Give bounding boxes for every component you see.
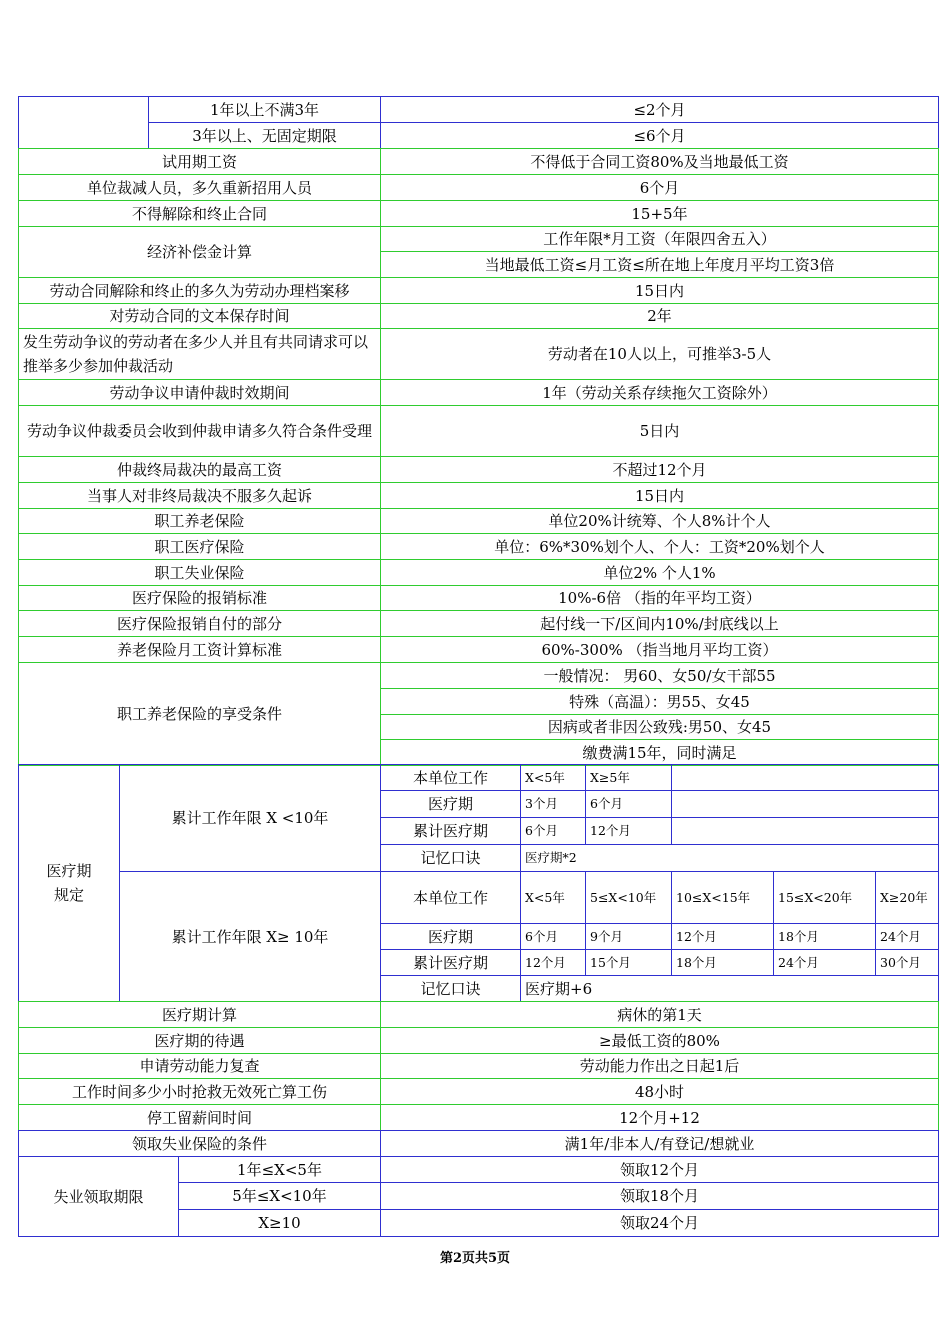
row-label: 劳动合同解除和终止的多久为劳动办理档案移 [19, 278, 381, 304]
pension-value: 缴费满15年，同时满足 [381, 740, 939, 766]
period-label: 失业领取期限 [19, 1157, 179, 1237]
compensation-value: 工作年限*月工资（年限四舍五入） [381, 227, 939, 252]
row-value: 12个月+12 [381, 1105, 939, 1131]
group1-label: 累计工作年限 X <10年 [120, 765, 381, 872]
row-label: 1年以上不满3年 [149, 97, 381, 123]
table-row [19, 1131, 939, 1157]
table-row [19, 872, 939, 924]
table-row [19, 509, 939, 534]
table-row [19, 201, 939, 227]
row-label: 医疗保险的报销标准 [19, 586, 381, 611]
table-row [19, 1105, 939, 1131]
mnemonic-label: 记忆口诀 [381, 976, 521, 1002]
medical-period-title: 医疗期规定 [19, 765, 120, 1002]
cell: 3个月 [521, 791, 586, 818]
group2-label: 累计工作年限 X≥ 10年 [120, 872, 381, 1002]
row-value: 领取18个月 [381, 1183, 939, 1210]
pension-value: 特殊（高温）：男55、女45 [381, 689, 939, 715]
row-value: ≥最低工资的80% [381, 1028, 939, 1054]
cell: 24个月 [774, 950, 876, 976]
row-value: ≤6个月 [381, 123, 939, 149]
row-value: 满1年/非本人/有登记/想就业 [381, 1131, 939, 1157]
row-value: 15+5年 [381, 201, 939, 227]
row-label: 职工失业保险 [19, 560, 381, 586]
row-value: 病休的第1天 [381, 1002, 939, 1028]
cell: 15≤X<20年 [774, 872, 876, 924]
row-value: 10%-6倍 （指的年平均工资） [381, 586, 939, 611]
cell: 30个月 [876, 950, 939, 976]
cell: 6个月 [521, 818, 586, 845]
table-row [19, 1054, 939, 1079]
cell: 6个月 [521, 924, 586, 950]
cell: 10≤X<15年 [672, 872, 774, 924]
row-value: 5日内 [381, 406, 939, 457]
row-label: 仲裁终局裁决的最高工资 [19, 457, 381, 483]
row-value: 起付线一下/区间内10%/封底线以上 [381, 611, 939, 637]
row-label: 累计医疗期 [381, 818, 521, 845]
unemployment-table [18, 1130, 939, 1237]
row-label: 当事人对非终局裁决不服多久起诉 [19, 483, 381, 509]
row-value: 60%-300% （指当地月平均工资） [381, 637, 939, 663]
row-label: 本单位工作 [381, 872, 521, 924]
row-label: 累计医疗期 [381, 950, 521, 976]
table-row [19, 227, 939, 252]
table-row [19, 560, 939, 586]
row-label: 5年≤X<10年 [179, 1183, 381, 1210]
cell: 18个月 [672, 950, 774, 976]
table-row [19, 1079, 939, 1105]
row-value: ≤2个月 [381, 97, 939, 123]
row-value: 6个月 [381, 175, 939, 201]
pension-value: 一般情况： 男60、女50/女干部55 [381, 663, 939, 689]
row-value: 1年（劳动关系存续拖欠工资除外） [381, 380, 939, 406]
row-label: 养老保险月工资计算标准 [19, 637, 381, 663]
row-label: 职工医疗保险 [19, 534, 381, 560]
compensation-label: 经济补偿金计算 [19, 227, 381, 278]
row-label: 3年以上、无固定期限 [149, 123, 381, 149]
compensation-value: 当地最低工资≤月工资≤所在地上年度月平均工资3倍 [381, 252, 939, 278]
empty-cell [672, 765, 939, 791]
row-value: 不得低于合同工资80%及当地最低工资 [381, 149, 939, 175]
cell: 12个月 [672, 924, 774, 950]
row-label: 试用期工资 [19, 149, 381, 175]
cell: 18个月 [774, 924, 876, 950]
cell: 12个月 [521, 950, 586, 976]
row-label: 领取失业保险的条件 [19, 1131, 381, 1157]
mnemonic-value: 医疗期*2 [521, 845, 939, 872]
empty-cell [672, 818, 939, 845]
row-label: 医疗期的待遇 [19, 1028, 381, 1054]
row-label: 医疗保险报销自付的部分 [19, 611, 381, 637]
table-row [19, 637, 939, 663]
cell: 15个月 [586, 950, 672, 976]
row-value: 领取24个月 [381, 1210, 939, 1237]
cell: X<5年 [521, 872, 586, 924]
row-label: 本单位工作 [381, 765, 521, 791]
row-value: 领取12个月 [381, 1157, 939, 1183]
medical-treatment-table [18, 1001, 939, 1131]
table-row [19, 1028, 939, 1054]
row-value: 不超过12个月 [381, 457, 939, 483]
row-label: 发生劳动争议的劳动者在多少人并且有共同请求可以推举多少参加仲裁活动 [19, 329, 381, 380]
mnemonic-value: 医疗期+6 [521, 976, 939, 1002]
medical-period-table [18, 764, 939, 1002]
row-label: X≥10 [179, 1210, 381, 1237]
table-row [19, 1002, 939, 1028]
row-value: 15日内 [381, 483, 939, 509]
row-label: 申请劳动能力复查 [19, 1054, 381, 1079]
row-label: 1年≤X<5年 [179, 1157, 381, 1183]
table-row [19, 304, 939, 329]
table-row [19, 123, 939, 149]
probation-table [18, 96, 939, 149]
pension-value: 因病或者非因公致残:男50、女45 [381, 715, 939, 740]
empty-cell [672, 791, 939, 818]
row-value: 单位20%计统筹、个人8%计个人 [381, 509, 939, 534]
row-label: 单位裁减人员，多久重新招用人员 [19, 175, 381, 201]
table-row [19, 406, 939, 457]
page-footer: 第2页共5页 [439, 1251, 511, 1266]
table-row [19, 149, 939, 175]
cell: 6个月 [586, 791, 672, 818]
cell: X≥20年 [876, 872, 939, 924]
row-value: 劳动者在10人以上，可推举3-5人 [381, 329, 939, 380]
row-value: 单位：6%*30%划个人、个人：工资*20%划个人 [381, 534, 939, 560]
row-label: 职工养老保险 [19, 509, 381, 534]
row-label: 劳动争议申请仲裁时效期间 [19, 380, 381, 406]
table-row [19, 483, 939, 509]
empty-cell [19, 97, 149, 149]
row-label: 劳动争议仲裁委员会收到仲裁申请多久符合条件受理 [19, 406, 381, 457]
table-row [19, 586, 939, 611]
table-row [19, 175, 939, 201]
table-row [19, 663, 939, 689]
row-label: 工作时间多少小时抢救无效死亡算工伤 [19, 1079, 381, 1105]
row-value: 48小时 [381, 1079, 939, 1105]
cell: X<5年 [521, 765, 586, 791]
table-row [19, 534, 939, 560]
cell: 5≤X<10年 [586, 872, 672, 924]
table-row [19, 380, 939, 406]
row-label: 不得解除和终止合同 [19, 201, 381, 227]
mnemonic-label: 记忆口诀 [381, 845, 521, 872]
table-row [19, 329, 939, 380]
row-label: 医疗期计算 [19, 1002, 381, 1028]
table-row [19, 457, 939, 483]
table-row [19, 278, 939, 304]
labor-contract-table [18, 148, 939, 766]
row-label: 对劳动合同的文本保存时间 [19, 304, 381, 329]
row-value: 2年 [381, 304, 939, 329]
table-row [19, 611, 939, 637]
row-label: 医疗期 [381, 924, 521, 950]
row-value: 劳动能力作出之日起1后 [381, 1054, 939, 1079]
cell: 9个月 [586, 924, 672, 950]
row-value: 单位2% 个人1% [381, 560, 939, 586]
row-label: 医疗期 [381, 791, 521, 818]
row-value: 15日内 [381, 278, 939, 304]
row-label: 停工留薪间时间 [19, 1105, 381, 1131]
table-row [19, 97, 939, 123]
table-row [19, 765, 939, 791]
pension-label: 职工养老保险的享受条件 [19, 663, 381, 766]
cell: X≥5年 [586, 765, 672, 791]
cell: 24个月 [876, 924, 939, 950]
table-row [19, 1157, 939, 1183]
cell: 12个月 [586, 818, 672, 845]
